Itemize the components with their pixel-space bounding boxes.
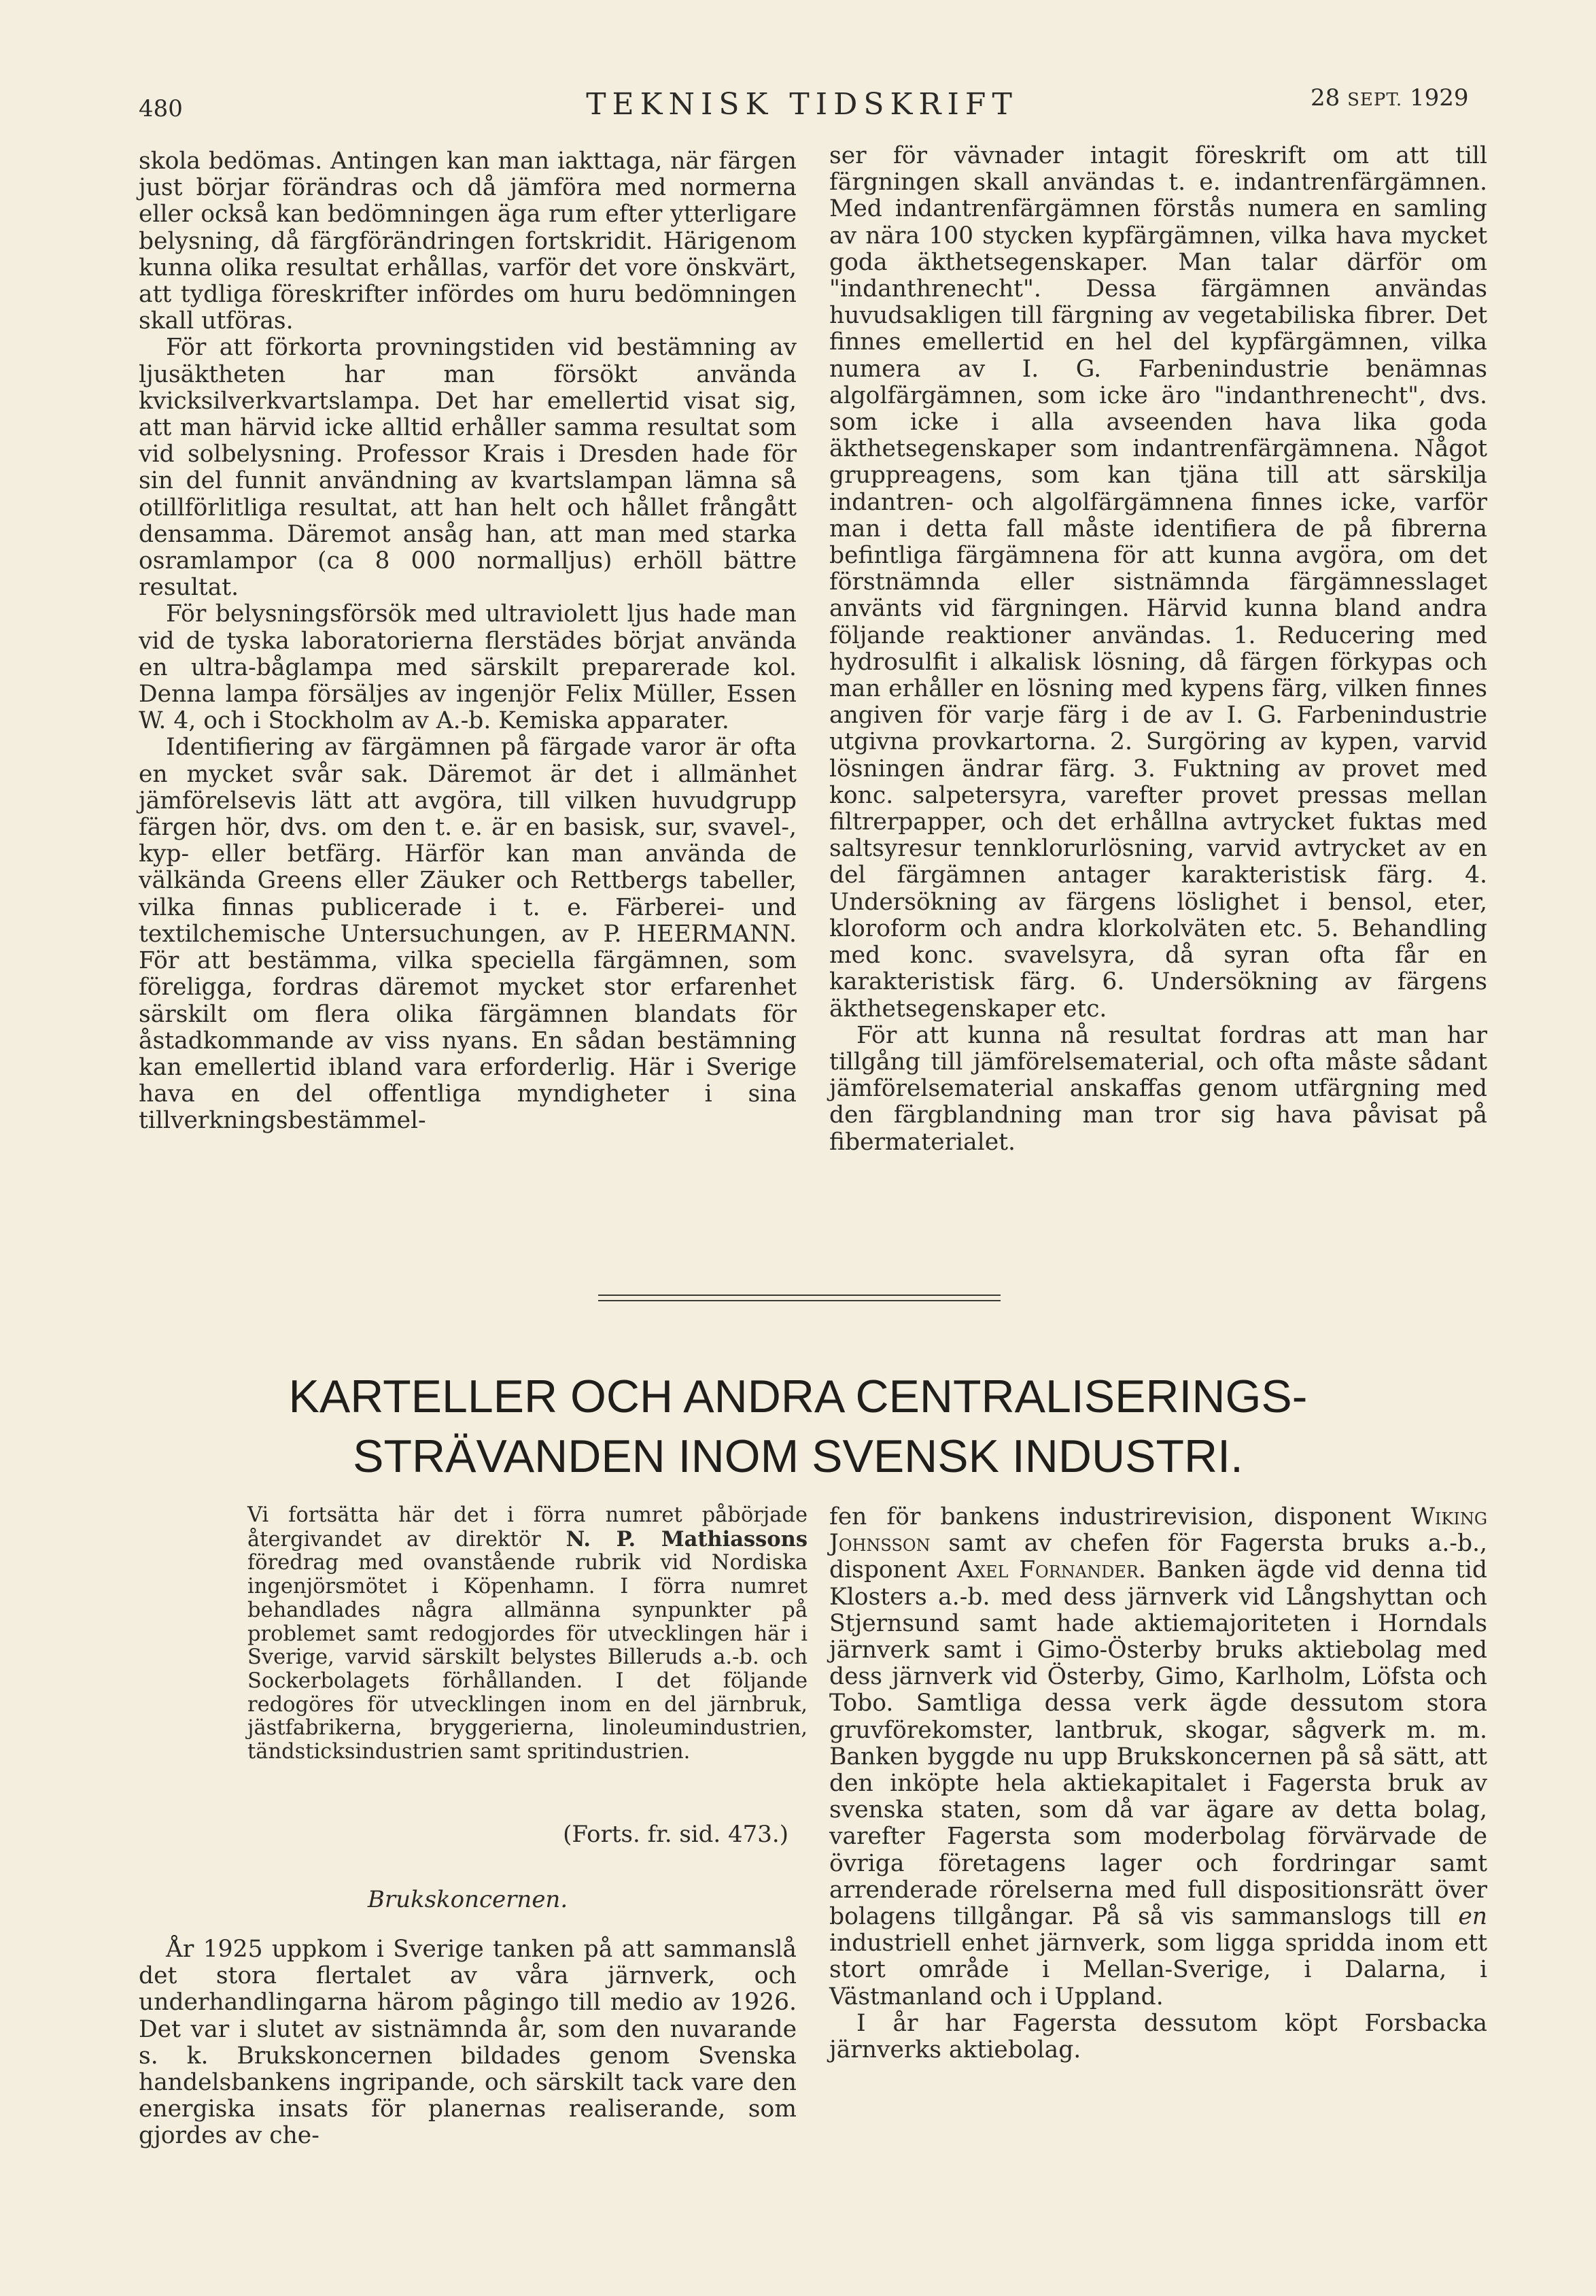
issue-date: [1311, 84, 1469, 112]
paragraph: Identifiering av färgämnen på färgade varor är ofta en mycket svår sak. Däremot är det i allmänhet jämförelsevis lätt att avgöra, till vilken huvudgrupp färgen hör, dvs. om den t. e. är en basisk, sur, svavel-, kyp- eller betfärg. Härför kan man använda de välkända Greens eller Zäuker och Rettbergs tabeller, vilka finnas publicerade i t. e. Färberei- und textilchemische Untersuchungen, av P. HEERMANN. För att bestämma, vilka speciella färgämnen, som föreligga, fordras däremot mycket stor erfarenhet särskilt om flera olika färgämnen blandats för åstadkommande av viss nyans. En sådan bestämning kan emellertid ibland vara erforderlig. Här i Sverige hava en del offentliga myndigheter i sina tillverkningsbestämmel-: [139, 734, 797, 1135]
headline-line-1: KARTELLER OCH ANDRA CENTRALISERINGS-: [288, 1371, 1308, 1422]
bottom-right-column: [829, 1504, 1487, 2063]
intro-text-2: föredrag med ovanstående rubrik vid Nordiska ingenjörsmötet i Köpenhamn. I förra numret behandlades några allmänna synpunkter på problemet samt redogjordes för utvecklingen här i Sverige, varvid särskilt belystes Billeruds a.-b. och Sockerbolagets förhållanden. I det följande redogöres för utvecklingen inom en del järnbruk, jästfabrikerna, bryggerierna, linoleumindustrien, tändsticksindustrien samt spritindustrien.: [247, 1551, 808, 1764]
author-name: N. P. Mathiassons: [566, 1526, 808, 1552]
person-name: Axel Fornander: [957, 1556, 1139, 1584]
top-left-column: [139, 148, 797, 1135]
intro-text-1: Vi fortsätta här det i förra numret påbörjade återgivandet av direktör: [247, 1503, 808, 1552]
journal-title: TEKNISK TIDSKRIFT: [586, 87, 1018, 122]
page-number: 480: [139, 95, 183, 122]
date-day: 28: [1311, 84, 1340, 112]
paragraph: [829, 1504, 1487, 2010]
double-rule-divider: [598, 1295, 1001, 1301]
article-intro: [247, 1504, 808, 1764]
date-year: 1929: [1409, 84, 1469, 112]
paragraph: skola bedömas. Antingen kan man iakttaga, när färgen just börjar förändras och då jämföra med normerna eller också kan bedömningen äga rum efter ytterligare belysning, då färgförändringen fortskridit. Härigenom kunna olika resultat erhållas, varför det vore önskvärt, att tydliga föreskrifter infördes om huru bedömningen skall utföras.: [139, 148, 797, 335]
article-headline: [129, 1367, 1467, 1486]
paragraph: För att kunna nå resultat fordras att man har tillgång till jämförelsematerial, och ofta måste sådant jämförelsematerial anskaffas genom utfärgning med den färgblandning man tror sig hava påvisat på fibermaterialet.: [829, 1021, 1487, 1156]
paragraph: För belysningsförsök med ultraviolett ljus hade man vid de tyska laboratorierna flerstädes börjat använda en ultra-båglampa med särskilt preparerade kol. Denna lampa försäljes av ingenjör Felix Müller, Essen W. 4, och i Stockholm av A.-b. Kemiska apparater.: [139, 600, 797, 735]
paragraph: För att förkorta provningstiden vid bestämning av ljusäktheten har man försökt använda kvicksilverkvartslampa. Det har emellertid visat sig, att man härvid icke alltid erhåller samma resultat som vid solbelysning. Professor Krais i Dresden hade för sin del funnit användning av kvartslampan lämna så otillförlitliga resultat, att han helt och hållet frångått densamma. Däremot ansåg han, att man med starka osramlampor (ca 8 000 normalljus) erhöll bättre resultat.: [139, 334, 797, 602]
paragraph: År 1925 uppkom i Sverige tanken på att sammanslå det stora flertalet av våra järnverk, och underhandlingarna härom pågingo till medio av 1926. Det var i slutet av sistnämnda år, som den nuvarande s. k. Brukskoncernen bildades genom Svenska handelsbankens ingripande, och särskilt tack vare den energiska insats för planernas realiserande, som gjordes av che-: [139, 1936, 797, 2150]
text-run: fen för bankens industrirevision, disponent: [829, 1503, 1411, 1530]
paragraph: I år har Fagersta dessutom köpt Forsbacka järnverks aktiebolag.: [829, 2009, 1487, 2064]
text-run: industriell enhet järnverk, som ligga spridda inom ett stort område i Mellan-Sverige, i Dalarna, i Västmanland och i Uppland.: [829, 1930, 1487, 2010]
person-name: Wiking Johnsson: [829, 1503, 1487, 1558]
text-run: . Banken ägde vid denna tid Klosters a.-b. med dess järnverk vid Långshyttan och Stjernsund samt hade aktiemajoriteten i Horndals järnverk samt i Gimo-Österby bruks aktiebolag med dess järnverk vid Österby, Gimo, Karlholm, Löfsta och Tobo. Samtliga dessa verk ägde dessutom stora gruvförekomster, lantbruk, skogar, sågverk m. m. Banken byggde nu upp Brukskoncernen på så sätt, att den inköpte hela aktiekapitalet i Fagersta bruk av svenska staten, som då var ägare av detta bolag, varefter Fagersta som moderbolag förvärvade de övriga företagens lager och fordringar samt arrenderade rörelserna med full dispositionsrätt över bolagens tillgångar. På så vis sammanslogs till: [829, 1556, 1487, 1931]
paragraph: ser för vävnader intagit föreskrift om att till färgningen skall användas t. e. indantrenfärgämnen. Med indantrenfärgämnen förstås numera en samling av nära 100 stycken kypfärgämnen, vilka hava mycket goda äkthetsegenskaper. Man talar därför om "indanthrenecht". Dessa färgämnen användas huvudsakligen till färgning av vegetabiliska fibrer. Det finnes emellertid en hel del kypfärgämnen, vilka numera av I. G. Farbenindustrie benämnas algolfärgämnen, som icke äro "indanthrenecht", dvs. som icke i alla avseenden hava lika goda äkthetsegenskaper som indantrenfärgämnena. Något gruppreagens, som kan tjäna till att särskilja indantren- och algolfärgämnena finnes icke, varför man i detta fall måste identifiera de på fibrerna befintliga färgämnena för att kunna avgöra, om det förstnämnda eller sistnämnda färgämnesslaget använts vid färgningen. Härvid kunna bland andra följande reaktioner användas. 1. Reducering med hydrosulfit i alkalisk lösning, då färgen förkypas och man erhåller en lösning med kypens färg, vilken finnes angiven för varje färg i de av I. G. Farbenindustrie utgivna provkartorna. 2. Surgöring av kypen, varvid lösningen ändrar färg. 3. Fuktning av provet med konc. salpetersyra, varefter provet pressas mellan filtrerpapper, och det erhållna avtrycket fuktas med saltsyresur tennklorurlösning, varvid avtrycket av en del färgämnen antager karakteristisk färg. 4. Undersökning av färgens löslighet i bensol, eter, kloroform och andra klorkolväten etc. 5. Behandling med konc. svavelsyra, då syran ofta får en karakteristisk färg. 6. Undersökning av färgens äkthetsegenskaper etc.: [829, 142, 1487, 1023]
top-right-column: [829, 143, 1487, 1156]
section-subheading: Brukskoncernen.: [367, 1886, 568, 1913]
text-run: samt av chefen för Fagersta bruks a.-b., disponent: [829, 1530, 1487, 1584]
emphasis: en: [1458, 1903, 1487, 1931]
bottom-left-column: [139, 1936, 797, 2150]
headline-line-2: STRÄVANDEN INOM SVENSK INDUSTRI.: [353, 1430, 1243, 1482]
continued-from-note: (Forts. fr. sid. 473.): [563, 1821, 788, 1848]
date-month: SEPT.: [1347, 90, 1403, 110]
